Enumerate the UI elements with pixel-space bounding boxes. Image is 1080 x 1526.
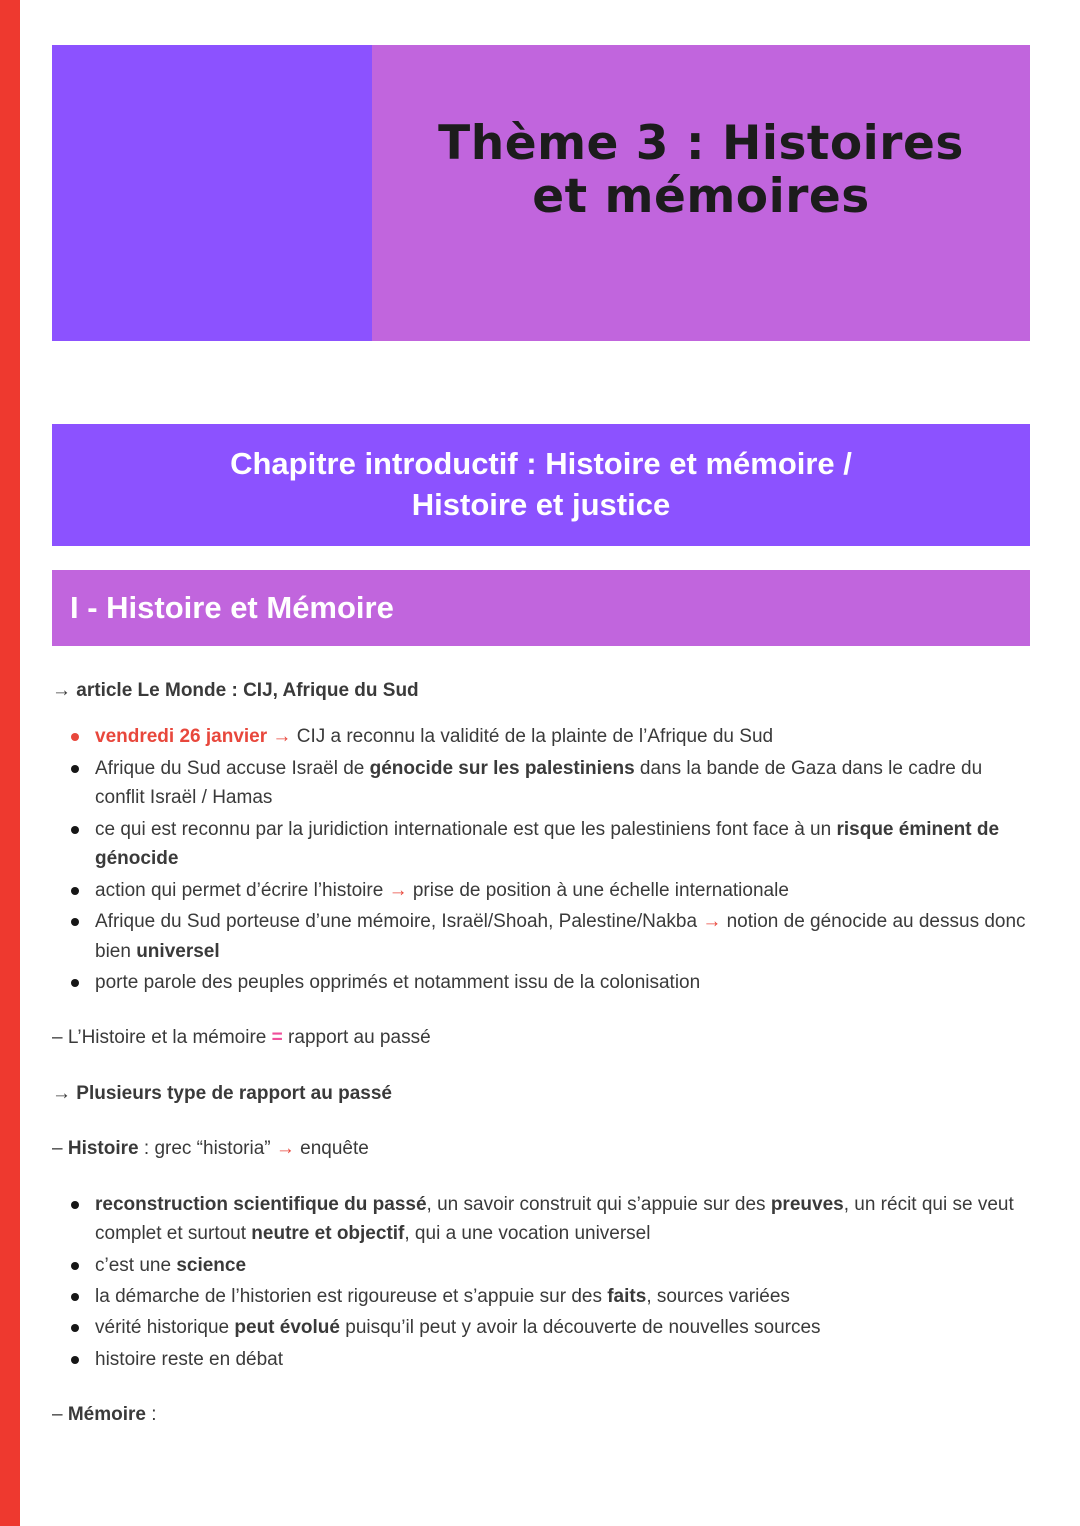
left-accent-stripe xyxy=(0,0,20,1526)
arrow-icon: → xyxy=(388,879,408,901)
list-item xyxy=(95,1345,1030,1374)
arrow-icon: → xyxy=(52,680,77,701)
text-segment: , un récit qui se veut complet et surtout xyxy=(95,1193,1014,1245)
text-segment: science xyxy=(176,1254,247,1276)
text-segment: article Le Monde : CIJ, Afrique du Sud xyxy=(76,680,419,701)
text-segment: reconstruction scientifique du passé xyxy=(95,1193,427,1215)
document-title-line1: Thème 3 : Histoires xyxy=(438,116,964,171)
text-segment: : xyxy=(146,1404,157,1426)
list-item xyxy=(95,968,1030,997)
text-segment: notion de génocide au dessus donc bien xyxy=(95,911,1026,962)
text-segment: Afrique du Sud accuse Israël de xyxy=(95,757,370,779)
text-segment: CIJ a reconnu la validité de la plainte de l’Afrique du Sud xyxy=(296,726,774,748)
text-segment: enquête xyxy=(294,1138,369,1160)
text-segment: universel xyxy=(136,940,220,962)
arrow-icon: → xyxy=(275,1138,295,1160)
bullet-icon xyxy=(71,887,79,895)
text-segment: – xyxy=(52,1138,68,1160)
text-segment: : grec “historia” xyxy=(138,1138,276,1160)
arrow-icon: → xyxy=(267,726,297,748)
text-segment: preuves xyxy=(770,1193,844,1215)
heading-article xyxy=(52,676,1030,705)
list-item xyxy=(95,815,1030,874)
header-purple-block xyxy=(52,45,372,341)
text-segment: vérité historique xyxy=(95,1317,235,1339)
text-segment: la démarche de l’historien est rigoureuse et s’appuie sur des xyxy=(95,1286,608,1307)
text-segment: puisqu’il peut y avoir la découverte de nouvelles sources xyxy=(339,1317,821,1339)
text-segment: , qui a une vocation universel xyxy=(404,1223,651,1245)
text-segment: – xyxy=(52,1404,68,1426)
heading-rapport-passe xyxy=(52,1079,1030,1108)
bullet-icon xyxy=(71,826,79,834)
chapter-banner xyxy=(52,424,1030,546)
bullet-icon xyxy=(71,1201,79,1209)
bullet-icon xyxy=(71,979,79,987)
bullet-icon xyxy=(71,918,79,926)
chapter-title-line1: Chapitre introductif : Histoire et mémoire / xyxy=(230,446,852,482)
chapter-title-line2: Histoire et justice xyxy=(411,487,671,522)
section-banner xyxy=(52,570,1030,646)
page-header xyxy=(52,45,1030,341)
text-segment: action qui permet d’écrire l’histoire xyxy=(95,879,389,901)
bullet-icon xyxy=(71,1293,79,1301)
text-segment: ce qui est reconnu par la juridiction internationale est que les palestiniens font face à un xyxy=(95,818,837,840)
list-item xyxy=(95,876,1030,905)
list-item xyxy=(95,907,1030,966)
bullet-icon xyxy=(71,1262,79,1270)
text-segment: vendredi 26 janvier xyxy=(95,726,268,748)
bullet-list xyxy=(52,1190,1030,1375)
text-segment: Afrique du Sud porteuse d’une mémoire, Israël/Shoah, Palestine/Nakba xyxy=(95,911,703,933)
list-item xyxy=(95,754,1030,813)
section-title: I - Histoire et Mémoire xyxy=(70,590,394,625)
bullet-icon xyxy=(71,733,79,741)
text-segment: faits xyxy=(607,1286,647,1307)
dash-histoire-def xyxy=(52,1134,1030,1163)
text-segment: = xyxy=(271,1027,283,1049)
text-segment: , sources variées xyxy=(646,1286,790,1307)
arrow-icon: → xyxy=(52,1082,77,1104)
body-content xyxy=(52,676,1030,1456)
text-segment: histoire reste en débat xyxy=(95,1348,284,1370)
dash-memoire-def xyxy=(52,1400,1030,1429)
text-segment: peut évolué xyxy=(234,1317,340,1339)
list-item xyxy=(95,1313,1030,1342)
arrow-icon: → xyxy=(702,911,722,933)
text-segment: Mémoire xyxy=(67,1404,146,1426)
text-segment: , un savoir construit qui s’appuie sur des xyxy=(426,1193,771,1215)
text-segment: génocide sur les palestiniens xyxy=(369,757,635,779)
document-title xyxy=(438,117,964,223)
bullet-icon xyxy=(71,765,79,773)
text-segment: c’est une xyxy=(95,1254,177,1276)
list-item xyxy=(95,722,1030,751)
text-segment: dans la bande de Gaza dans le cadre du conflit Israël / Hamas xyxy=(95,757,983,809)
list-item xyxy=(95,1282,1030,1311)
text-segment: Histoire xyxy=(67,1138,139,1160)
text-segment: risque éminent de génocide xyxy=(95,818,1000,870)
text-segment: neutre et objectif xyxy=(251,1223,405,1245)
text-segment: prise de position à une échelle internationale xyxy=(407,879,789,901)
bullet-icon xyxy=(71,1324,79,1332)
text-segment: rapport au passé xyxy=(282,1027,431,1049)
list-item xyxy=(95,1251,1030,1280)
text-segment: porte parole des peuples opprimés et notamment issu de la colonisation xyxy=(95,971,701,993)
text-segment: Plusieurs type de rapport au passé xyxy=(76,1082,392,1104)
header-orchid-block xyxy=(372,45,1030,341)
bullet-icon xyxy=(71,1356,79,1364)
bullet-list xyxy=(52,722,1030,997)
dash-histoire-memoire xyxy=(52,1023,1030,1052)
text-segment: – L’Histoire et la mémoire xyxy=(52,1027,272,1049)
document-title-line2: et mémoires xyxy=(532,169,870,225)
list-item xyxy=(95,1190,1030,1249)
